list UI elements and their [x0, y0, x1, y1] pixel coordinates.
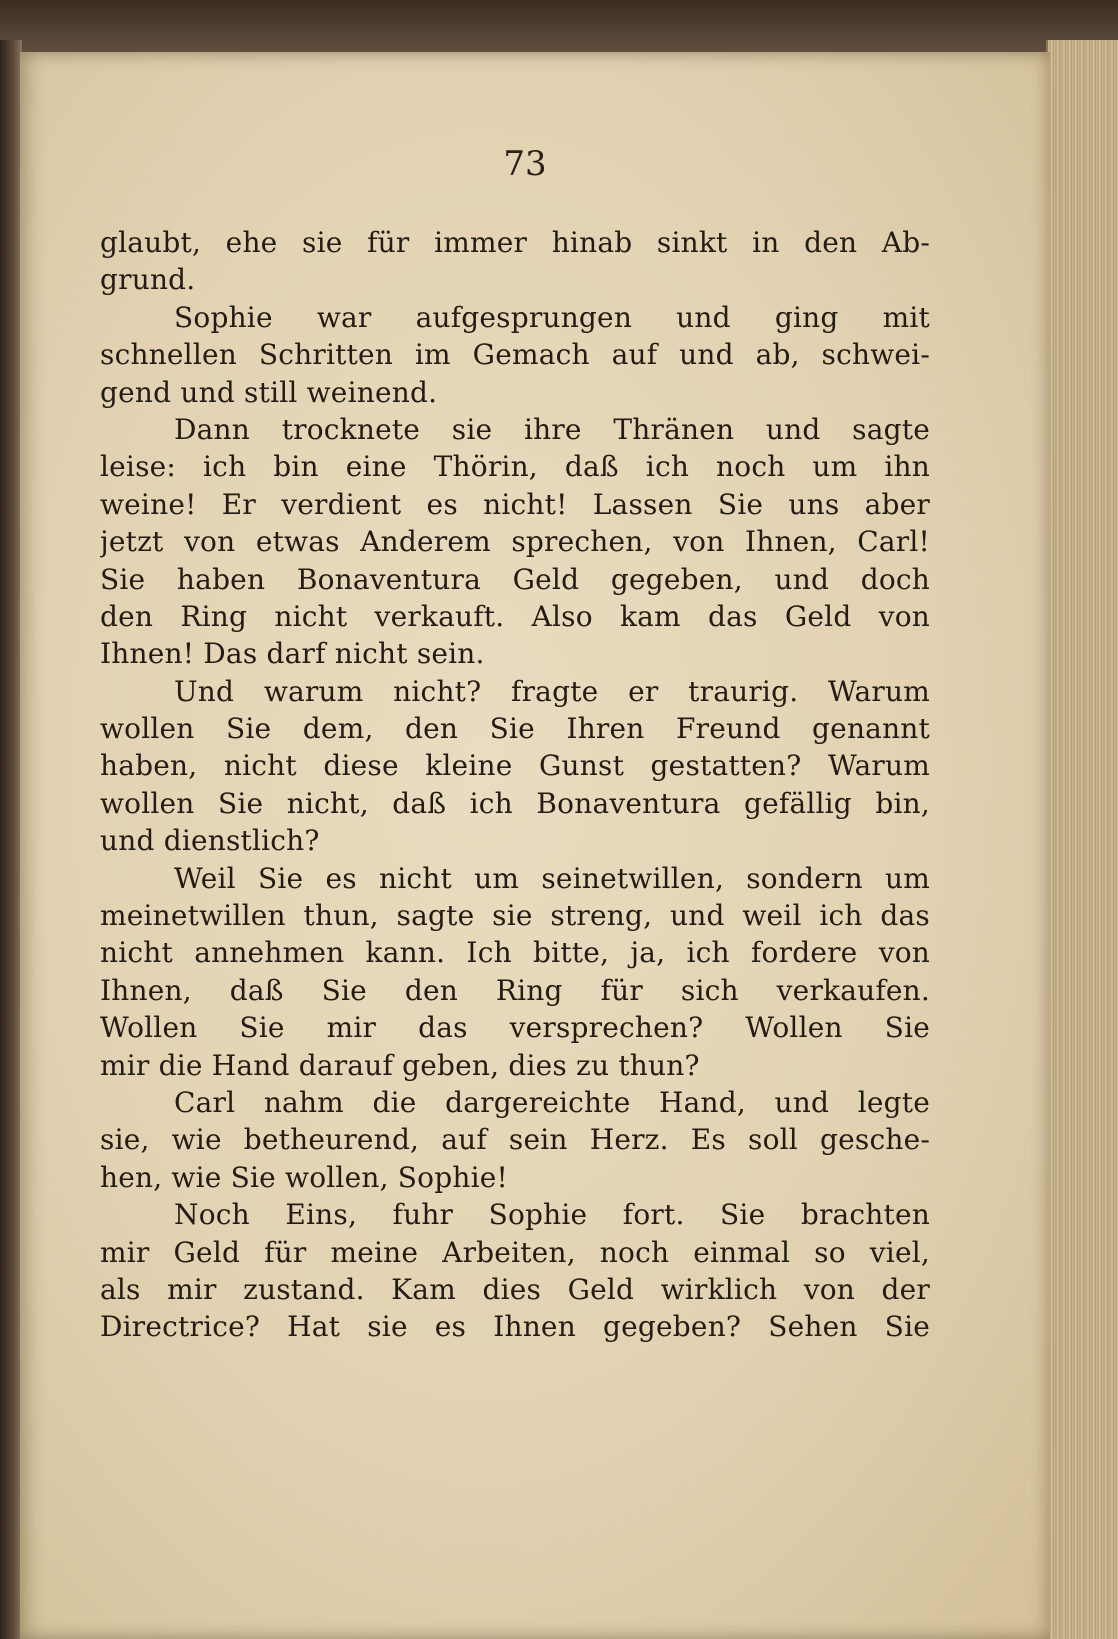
text-line: Carl nahm die dargereichte Hand, und legte [174, 1085, 930, 1119]
text-line: Weil Sie es nicht um seinetwillen, sondern um [174, 861, 930, 895]
text-line: Ihnen, daß Sie den Ring für sich verkaufen. [100, 973, 930, 1007]
page-number: 73 [503, 144, 547, 184]
text-line: Sie haben Bonaventura Geld gegeben, und doch [100, 562, 930, 596]
text-line: gend und still weinend. [100, 375, 438, 409]
text-line: wollen Sie dem, den Sie Ihren Freund genannt [100, 712, 930, 746]
text-line: schnellen Schritten im Gemach auf und ab, schwei- [100, 338, 930, 372]
text-line: nicht annehmen kann. Ich bitte, ja, ich fordere von [100, 936, 930, 970]
book-spine [0, 40, 22, 1639]
text-line: den Ring nicht verkauft. Also kam das Geld von [100, 599, 930, 633]
text-line: Noch Eins, fuhr Sophie fort. Sie brachten [174, 1198, 930, 1232]
text-line: meinetwillen thun, sagte sie streng, und weil ich das [100, 899, 930, 933]
text-line: mir Geld für meine Arbeiten, noch einmal so viel, [100, 1235, 930, 1269]
text-line: glaubt, ehe sie für immer hinab sinkt in den Ab- [100, 226, 930, 259]
text-line: Dann trocknete sie ihre Thränen und sagte [174, 412, 930, 446]
text-line: wollen Sie nicht, daß ich Bonaventura gefällig bin, [100, 786, 930, 820]
page-stack-edge [1046, 40, 1118, 1639]
text-line: Sophie war aufgesprungen und ging mit [174, 300, 930, 334]
text-line: und dienstlich? [100, 824, 320, 858]
text-line: Ihnen! Das darf nicht sein. [100, 637, 485, 671]
text-line: jetzt von etwas Anderem sprechen, von Ihnen, Carl! [100, 525, 930, 559]
text-line: sie, wie betheurend, auf sein Herz. Es soll gesche- [100, 1123, 930, 1157]
text-line: Und warum nicht? fragte er traurig. Warum [174, 674, 930, 708]
text-line: Directrice? Hat sie es Ihnen gegeben? Sehen Sie [100, 1310, 930, 1344]
body-text [100, 224, 930, 1346]
text-line: weine! Er verdient es nicht! Lassen Sie uns aber [100, 487, 930, 521]
text-line: grund. [100, 263, 196, 297]
text-line: Wollen Sie mir das versprechen? Wollen Sie [100, 1011, 930, 1045]
text-line: haben, nicht diese kleine Gunst gestatten? Warum [100, 749, 930, 783]
text-line: leise: ich bin eine Thörin, daß ich noch um ihn [100, 450, 930, 484]
text-line: hen, wie Sie wollen, Sophie! [100, 1160, 508, 1194]
text-line: mir die Hand darauf geben, dies zu thun? [100, 1048, 700, 1082]
text-line: als mir zustand. Kam dies Geld wirklich von der [100, 1272, 930, 1306]
book-page [20, 52, 1050, 1639]
